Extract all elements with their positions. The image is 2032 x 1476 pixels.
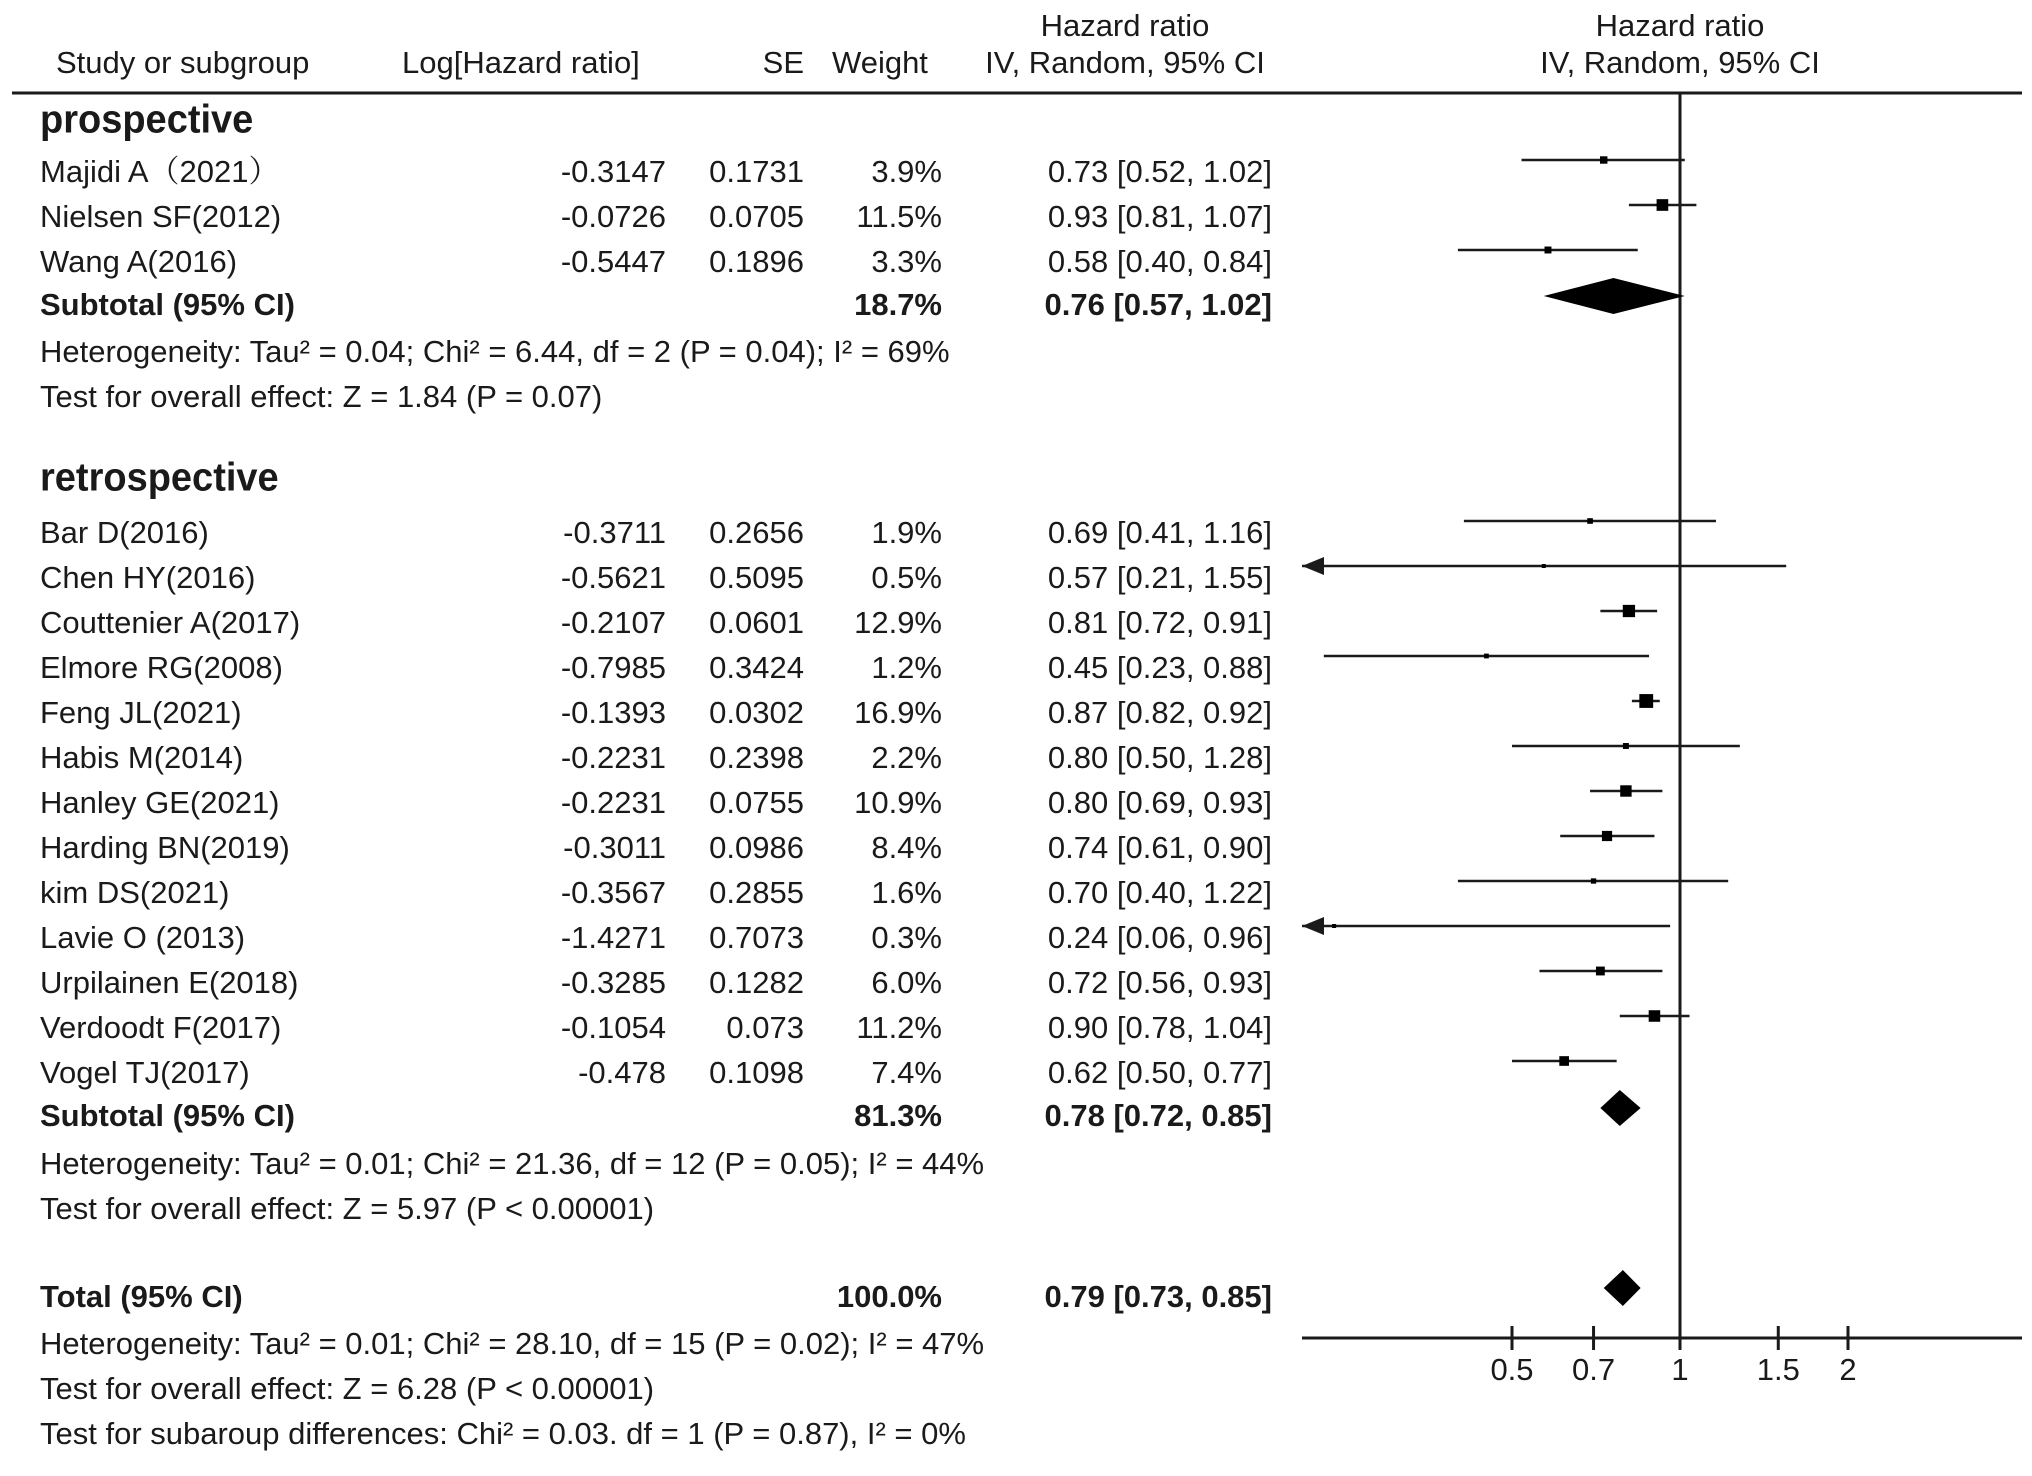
subtotal-hr-ci: 0.78 [0.72, 0.85] xyxy=(1044,1098,1272,1133)
study-loghr: -0.5447 xyxy=(560,244,666,279)
study-se: 0.073 xyxy=(726,1010,804,1045)
study-weight: 1.9% xyxy=(871,515,942,550)
heterogeneity-text: Heterogeneity: Tau² = 0.04; Chi² = 6.44, df = 2 (P = 0.04); I² = 69% xyxy=(40,334,950,369)
point-estimate xyxy=(1620,785,1631,796)
subtotal-weight: 81.3% xyxy=(854,1098,942,1133)
point-estimate xyxy=(1600,156,1607,163)
study-name: Bar D(2016) xyxy=(40,515,209,550)
header-weight: Weight xyxy=(832,45,928,80)
study-loghr: -0.3711 xyxy=(563,515,666,550)
point-estimate xyxy=(1649,1010,1661,1022)
header-loghr: Log[Hazard ratio] xyxy=(402,45,640,80)
subtotal-label: Subtotal (95% CI) xyxy=(40,1098,295,1133)
study-weight: 3.3% xyxy=(871,244,942,279)
point-estimate xyxy=(1657,199,1669,211)
study-hr-ci: 0.69 [0.41, 1.16] xyxy=(1047,515,1272,550)
study-se: 0.1098 xyxy=(709,1055,804,1090)
point-estimate xyxy=(1542,564,1546,568)
header-hr-title: Hazard ratio xyxy=(1040,8,1210,43)
study-weight: 12.9% xyxy=(854,605,942,640)
study-hr-ci: 0.73 [0.52, 1.02] xyxy=(1047,154,1272,189)
study-loghr: -0.2107 xyxy=(560,605,666,640)
ci-arrow xyxy=(1302,557,1324,575)
study-hr-ci: 0.93 [0.81, 1.07] xyxy=(1047,199,1272,234)
header-study: Study or subgroup xyxy=(56,45,310,80)
study-hr-ci: 0.81 [0.72, 0.91] xyxy=(1047,605,1272,640)
total-diamond xyxy=(1604,1270,1641,1306)
point-estimate xyxy=(1623,605,1635,617)
study-weight: 10.9% xyxy=(854,785,942,820)
study-name: kim DS(2021) xyxy=(40,875,230,910)
point-estimate xyxy=(1591,878,1596,883)
group-label-prospective: prospective xyxy=(40,97,254,143)
study-hr-ci: 0.90 [0.78, 1.04] xyxy=(1047,1010,1272,1045)
total-heterogeneity-text: Heterogeneity: Tau² = 0.01; Chi² = 28.10, df = 15 (P = 0.02); I² = 47% xyxy=(40,1326,985,1361)
subtotal-diamond xyxy=(1544,278,1685,314)
x-tick-label: 1 xyxy=(1671,1352,1689,1387)
study-weight: 0.5% xyxy=(871,560,942,595)
x-tick-label: 0.5 xyxy=(1490,1352,1534,1387)
study-hr-ci: 0.74 [0.61, 0.90] xyxy=(1047,830,1272,865)
study-name: Harding BN(2019) xyxy=(40,830,290,865)
point-estimate xyxy=(1484,654,1489,659)
point-estimate xyxy=(1596,967,1605,976)
study-name: Feng JL(2021) xyxy=(40,695,242,730)
study-se: 0.0755 xyxy=(709,785,804,820)
study-weight: 7.4% xyxy=(871,1055,942,1090)
study-weight: 1.6% xyxy=(871,875,942,910)
study-se: 0.1896 xyxy=(709,244,804,279)
study-name: Elmore RG(2008) xyxy=(40,650,283,685)
study-loghr: -1.4271 xyxy=(560,920,666,955)
study-hr-ci: 0.72 [0.56, 0.93] xyxy=(1047,965,1272,1000)
study-weight: 11.2% xyxy=(856,1010,942,1045)
study-loghr: -0.3147 xyxy=(560,154,666,189)
header-se: SE xyxy=(762,45,804,80)
study-hr-ci: 0.70 [0.40, 1.22] xyxy=(1047,875,1272,910)
study-se: 0.3424 xyxy=(709,650,804,685)
study-hr-ci: 0.80 [0.69, 0.93] xyxy=(1047,785,1272,820)
study-weight: 0.3% xyxy=(871,920,942,955)
study-hr-ci: 0.57 [0.21, 1.55] xyxy=(1047,560,1272,595)
study-loghr: -0.2231 xyxy=(560,740,666,775)
plot-header-method: IV, Random, 95% CI xyxy=(1540,45,1820,80)
study-loghr: -0.478 xyxy=(578,1055,666,1090)
study-weight: 2.2% xyxy=(871,740,942,775)
subtotal-hr-ci: 0.76 [0.57, 1.02] xyxy=(1044,287,1272,322)
heterogeneity-text: Heterogeneity: Tau² = 0.01; Chi² = 21.36, df = 12 (P = 0.05); I² = 44% xyxy=(40,1146,985,1181)
study-loghr: -0.0726 xyxy=(560,199,666,234)
ci-arrow xyxy=(1302,917,1324,935)
study-name: Verdoodt F(2017) xyxy=(40,1010,282,1045)
subtotal-label: Subtotal (95% CI) xyxy=(40,287,295,322)
plot-header-title: Hazard ratio xyxy=(1595,8,1765,43)
study-loghr: -0.3011 xyxy=(563,830,666,865)
study-name: Nielsen SF(2012) xyxy=(40,199,282,234)
study-weight: 3.9% xyxy=(871,154,942,189)
study-weight: 16.9% xyxy=(854,695,942,730)
total-weight: 100.0% xyxy=(836,1279,942,1314)
study-se: 0.0705 xyxy=(709,199,804,234)
study-se: 0.0601 xyxy=(709,605,804,640)
study-name: Vogel TJ(2017) xyxy=(40,1055,250,1090)
study-name: Lavie O (2013) xyxy=(40,920,246,955)
study-name: Habis M(2014) xyxy=(40,740,244,775)
point-estimate xyxy=(1332,924,1336,928)
subtotal-diamond xyxy=(1600,1090,1640,1126)
study-se: 0.0302 xyxy=(709,695,804,730)
subtotal-weight: 18.7% xyxy=(854,287,942,322)
study-hr-ci: 0.58 [0.40, 0.84] xyxy=(1047,244,1272,279)
study-hr-ci: 0.24 [0.06, 0.96] xyxy=(1047,920,1272,955)
overall-effect-text: Test for overall effect: Z = 5.97 (P < 0.00001) xyxy=(40,1191,655,1226)
header-hr-method: IV, Random, 95% CI xyxy=(985,45,1265,80)
study-name: Chen HY(2016) xyxy=(40,560,256,595)
study-se: 0.5095 xyxy=(709,560,804,595)
study-weight: 11.5% xyxy=(856,199,942,234)
point-estimate xyxy=(1639,694,1653,708)
point-estimate xyxy=(1623,743,1629,749)
overall-effect-text: Test for overall effect: Z = 1.84 (P = 0.07) xyxy=(40,379,603,414)
study-loghr: -0.3285 xyxy=(560,965,666,1000)
study-loghr: -0.1054 xyxy=(560,1010,666,1045)
total-overall-effect-text: Test for overall effect: Z = 6.28 (P < 0.00001) xyxy=(40,1371,655,1406)
study-name: Couttenier A(2017) xyxy=(40,605,301,640)
study-name: Hanley GE(2021) xyxy=(40,785,280,820)
study-loghr: -0.7985 xyxy=(560,650,666,685)
study-se: 0.2398 xyxy=(709,740,804,775)
x-tick-label: 0.7 xyxy=(1571,1352,1616,1387)
total-label: Total (95% CI) xyxy=(40,1279,243,1314)
study-se: 0.0986 xyxy=(709,830,804,865)
study-se: 0.7073 xyxy=(709,920,804,955)
study-name: Majidi A（2021） xyxy=(40,154,280,189)
study-weight: 6.0% xyxy=(871,965,942,1000)
study-weight: 1.2% xyxy=(871,650,942,685)
study-se: 0.1282 xyxy=(709,965,804,1000)
point-estimate xyxy=(1602,831,1612,841)
group-label-retrospective: retrospective xyxy=(40,455,279,501)
point-estimate xyxy=(1544,247,1551,254)
subgroup-differences-text: Test for subaroup differences: Chi² = 0.03. df = 1 (P = 0.87), I² = 0% xyxy=(40,1416,966,1451)
study-se: 0.2656 xyxy=(709,515,804,550)
study-name: Urpilainen E(2018) xyxy=(40,965,299,1000)
x-tick-label: 2 xyxy=(1839,1352,1857,1387)
study-weight: 8.4% xyxy=(871,830,942,865)
study-loghr: -0.3567 xyxy=(560,875,666,910)
study-loghr: -0.2231 xyxy=(560,785,666,820)
point-estimate xyxy=(1587,518,1593,524)
point-estimate xyxy=(1559,1056,1569,1066)
study-se: 0.2855 xyxy=(709,875,804,910)
study-loghr: -0.5621 xyxy=(560,560,666,595)
study-hr-ci: 0.87 [0.82, 0.92] xyxy=(1047,695,1272,730)
study-hr-ci: 0.45 [0.23, 0.88] xyxy=(1047,650,1272,685)
study-name: Wang A(2016) xyxy=(40,244,238,279)
study-se: 0.1731 xyxy=(709,154,804,189)
x-tick-label: 1.5 xyxy=(1756,1352,1800,1387)
total-hr-ci: 0.79 [0.73, 0.85] xyxy=(1044,1279,1272,1314)
study-loghr: -0.1393 xyxy=(560,695,666,730)
study-hr-ci: 0.62 [0.50, 0.77] xyxy=(1047,1055,1272,1090)
study-hr-ci: 0.80 [0.50, 1.28] xyxy=(1047,740,1272,775)
